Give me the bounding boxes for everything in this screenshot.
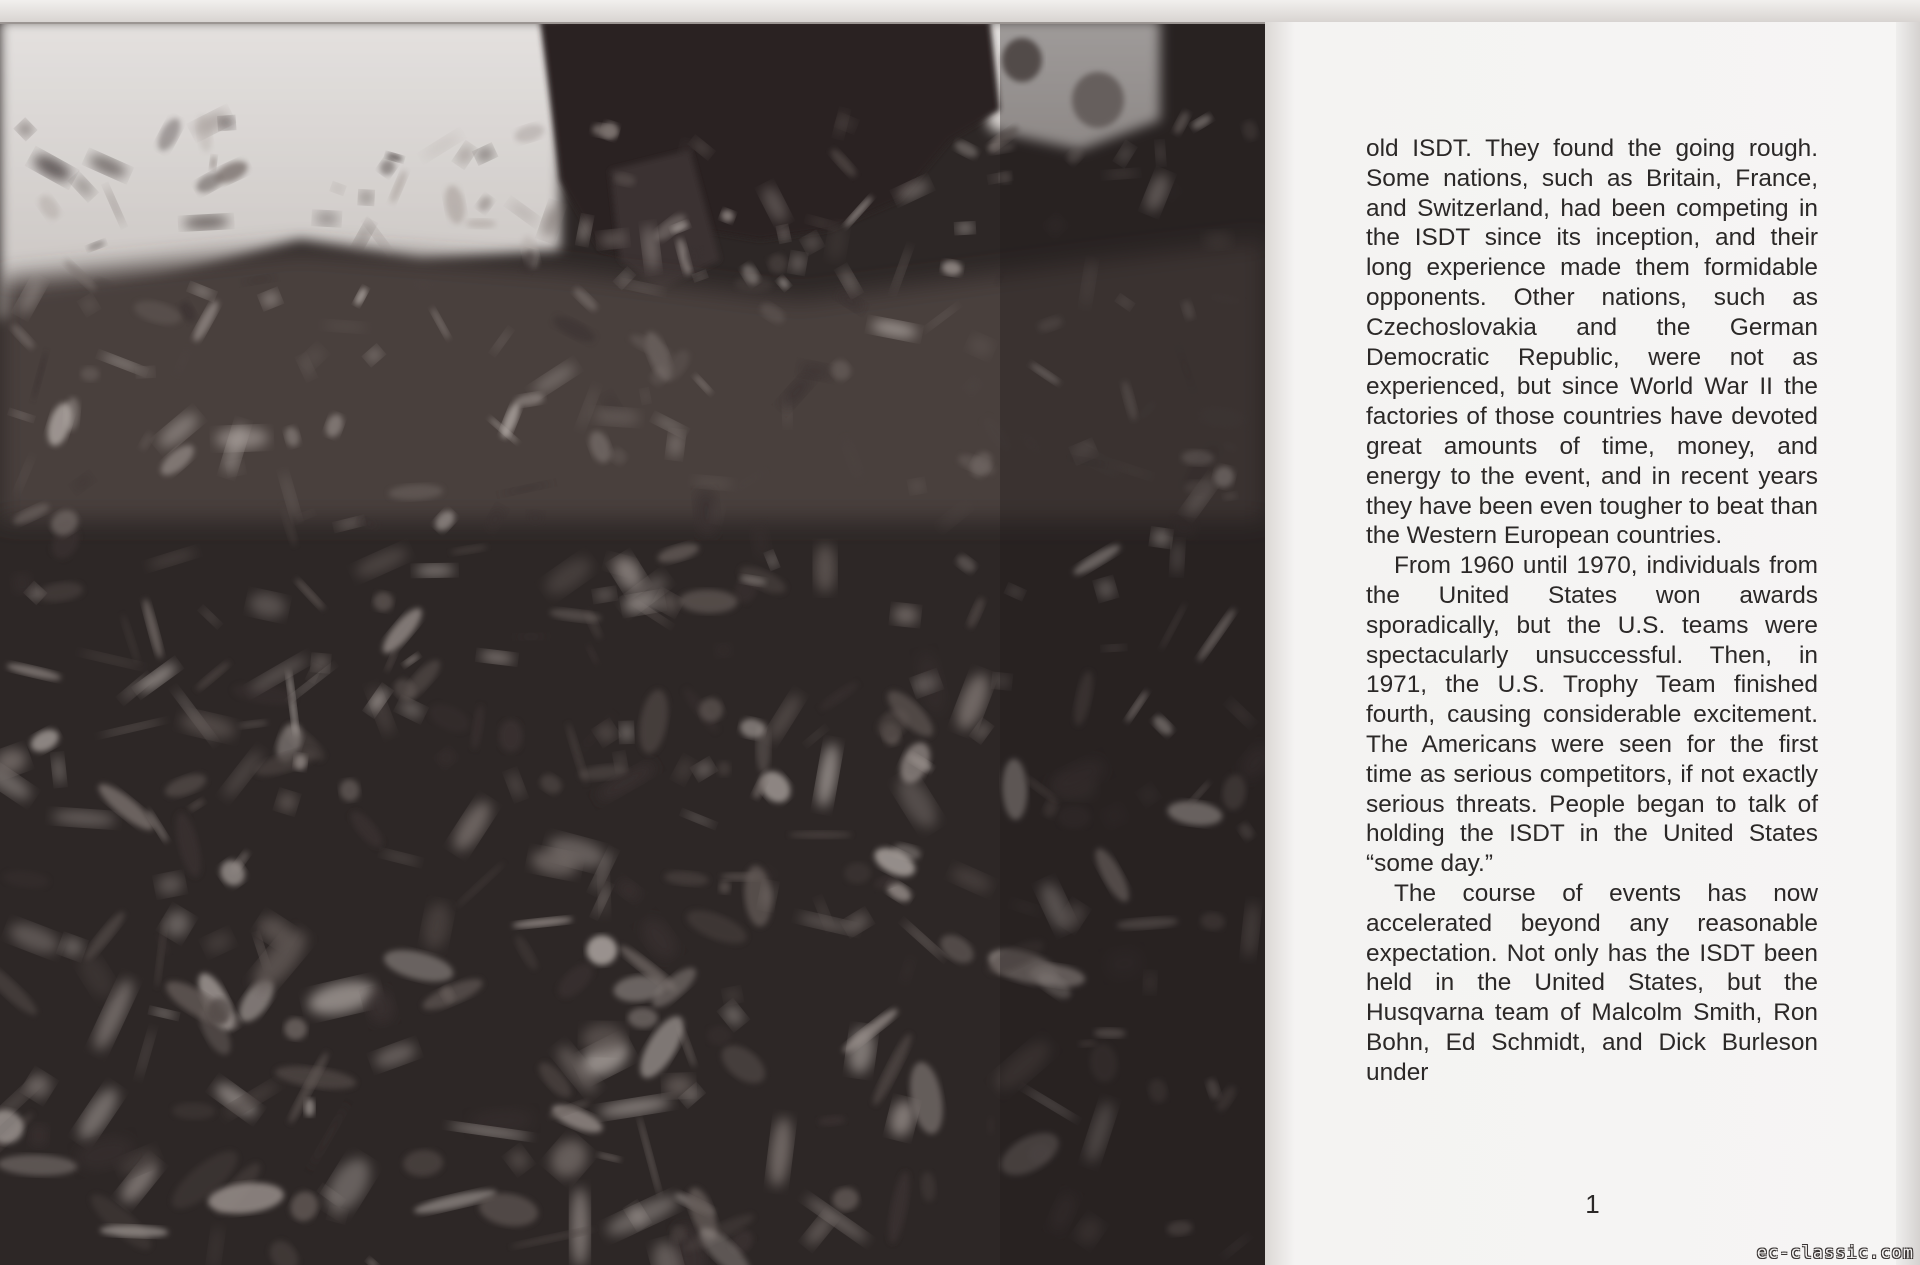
foliage-blob <box>499 720 523 753</box>
page-number: 1 <box>1585 1189 1600 1219</box>
foliage-blob <box>987 1116 995 1134</box>
text-page <box>1265 22 1920 1265</box>
paragraph-3: The course of events has now accelerated beyond any reasonable expectation. Not only has the ISDT been held in the United States, but the Husqvarna team of Malcolm Smith, Ron Bohn, Ed Schmidt, and Dick Burleson under <box>1366 879 1818 1086</box>
foliage-blob <box>571 1187 589 1265</box>
foliage-blob <box>789 831 852 839</box>
page-edge <box>1896 22 1920 1265</box>
article-column <box>1366 134 1818 1088</box>
paragraph-2: From 1960 until 1970, individuals from the United States won awards sporadically, but the U.S. teams were spectacularly unsuccessful. Then, in 1971, the U.S. Trophy Team finished fourth, causing considerable excitement. The Americans were seen for the first time as serious competitors, if not exactly serious threats. People began to talk of holding the ISDT in the United States “some day.” <box>1366 552 1818 878</box>
foliage-blob <box>815 544 836 593</box>
page-top-edge <box>0 0 1920 24</box>
photo-shadow <box>1000 0 1265 1265</box>
foliage-blob <box>717 761 730 776</box>
paragraph-1: old ISDT. They found the going rough. Some nations, such as Britain, France, and Switzerland, had been competing in the ISDT since its inception, and their long experience made them formidable opponents. Other nations, such as Czechoslovakia and the German Democratic Republic, were not as experienced, but since World War II the factories of those countries have devoted great amounts of time, money, and energy to the event, and in recent years they have been even tougher to beat than the Western European countries. <box>1366 135 1818 550</box>
watermark: ec-classic.com <box>1756 1243 1914 1263</box>
foliage-blob <box>686 247 703 265</box>
